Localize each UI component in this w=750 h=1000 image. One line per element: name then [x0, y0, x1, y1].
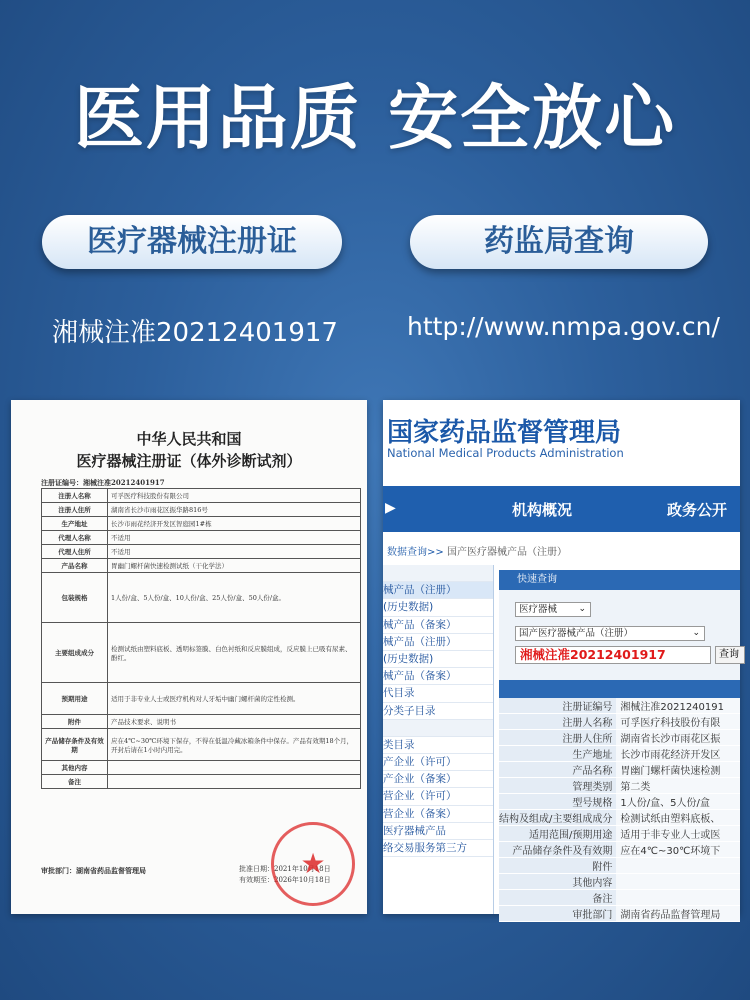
- certificate-issuer: 审批部门：湖南省药品监督管理局: [41, 866, 146, 875]
- result-field-value: 胃幽门螺杆菌快速检测: [616, 762, 740, 778]
- result-field-value: 湖南省长沙市雨花区振: [616, 730, 740, 746]
- site-nav-bar: [383, 486, 740, 532]
- certificate-field-value: 湖南省长沙市雨花区振华路816号: [108, 503, 361, 517]
- sidebar-item[interactable]: 械产品（备案）: [383, 668, 493, 685]
- result-row: [499, 778, 740, 794]
- result-field-label: 备注: [499, 890, 616, 906]
- certificate-row: [42, 729, 361, 761]
- certificate-field-value: 不适用: [108, 531, 361, 545]
- certificate-row: [42, 775, 361, 789]
- result-field-label: 注册人住所: [499, 730, 616, 746]
- site-subtitle: National Medical Products Administration: [387, 446, 624, 460]
- sidebar-item[interactable]: 产企业（备案）: [383, 771, 493, 788]
- sidebar-item[interactable]: 械产品（注册）: [383, 582, 493, 599]
- result-field-value: 适用于非专业人士或医: [616, 826, 740, 842]
- search-button[interactable]: 查询: [715, 646, 745, 664]
- certificate-field-value: 适用于非专业人士或医疗机构对人牙垢中幽门螺杆菌的定性检测。: [108, 683, 361, 715]
- certificate-field-label: 主要组成成分: [42, 623, 108, 683]
- sidebar-item[interactable]: 医疗器械产品: [383, 823, 493, 840]
- sidebar-item[interactable]: 营企业（许可）: [383, 788, 493, 805]
- certificate-field-value: [108, 775, 361, 789]
- result-field-value: 湘械注准2021240191: [616, 698, 740, 714]
- certificate-row: [42, 761, 361, 775]
- result-field-value: 长沙市雨花经济开发区: [616, 746, 740, 762]
- breadcrumb: [387, 543, 567, 558]
- certificate-field-label: 代理人名称: [42, 531, 108, 545]
- certificate-row: [42, 559, 361, 573]
- certificate-row: [42, 517, 361, 531]
- certificate-field-value: [108, 761, 361, 775]
- site-title: 国家药品监督管理局: [387, 418, 622, 448]
- search-form: [499, 590, 740, 680]
- certificate-row: [42, 503, 361, 517]
- nav-item-government-affairs[interactable]: 政务公开: [667, 501, 728, 519]
- result-field-value: 检测试纸由塑料底板、: [616, 810, 740, 826]
- certificate-row: [42, 623, 361, 683]
- result-row: [499, 762, 740, 778]
- result-field-label: 产品储存条件及有效期: [499, 842, 616, 858]
- certificate-field-label: 注册人名称: [42, 489, 108, 503]
- nmpa-query-button[interactable]: 药监局查询: [410, 215, 708, 269]
- result-field-label: 型号规格: [499, 794, 616, 810]
- result-row: [499, 874, 740, 890]
- certificate-row: [42, 715, 361, 729]
- certificate-field-label: 产品名称: [42, 559, 108, 573]
- result-row: [499, 858, 740, 874]
- sidebar-item[interactable]: [383, 720, 493, 737]
- search-input[interactable]: 湘械注准20212401917: [515, 646, 711, 664]
- result-field-label: 附件: [499, 858, 616, 874]
- approval-date: 批准日期：2021年10月18日: [239, 865, 331, 873]
- registration-number-caption: 湘械注准20212401917: [52, 318, 338, 348]
- result-field-value: 湖南省药品监督管理局: [616, 906, 740, 922]
- chevron-down-icon: ⌄: [578, 604, 586, 614]
- result-row: [499, 826, 740, 842]
- sidebar-item[interactable]: 络交易服务第三方: [383, 840, 493, 857]
- certificate-field-label: 备注: [42, 775, 108, 789]
- certificate-row: [42, 573, 361, 623]
- result-field-label: 审批部门: [499, 906, 616, 922]
- nmpa-url-link[interactable]: http://www.nmpa.gov.cn/: [407, 312, 720, 341]
- sidebar-item[interactable]: 类目录: [383, 737, 493, 754]
- result-field-value: 第二类: [616, 778, 740, 794]
- result-field-value: 应在4℃~30℃环境下: [616, 842, 740, 858]
- certificate-field-value: 检测试纸由塑料底板、透明标签膜、白色衬纸和反应膜组成，反应膜上已吸有尿素、酚红。: [108, 623, 361, 683]
- database-select[interactable]: [515, 626, 705, 641]
- result-field-label: 生产地址: [499, 746, 616, 762]
- certificate-row: [42, 683, 361, 715]
- database-select-value: 国产医疗器械产品（注册）: [519, 628, 634, 639]
- result-row: [499, 890, 740, 906]
- certificate-row: [42, 531, 361, 545]
- certificate-field-label: 包装规格: [42, 573, 108, 623]
- sidebar-item[interactable]: (历史数据): [383, 651, 493, 668]
- result-field-label: 其他内容: [499, 874, 616, 890]
- certificate-title-line2: 医疗器械注册证（体外诊断试剂）: [76, 452, 302, 470]
- results-table: [499, 698, 740, 922]
- sidebar-item[interactable]: 械产品（备案）: [383, 617, 493, 634]
- sidebar-item[interactable]: [383, 565, 493, 582]
- certificate-field-value: 产品技术要求、说明书: [108, 715, 361, 729]
- result-field-value: 1人份/盒、5人份/盒: [616, 794, 740, 810]
- registration-certificate-button[interactable]: 医疗器械注册证: [42, 215, 342, 269]
- certificate-reg-no: 注册证编号：湘械注准20212401917: [41, 478, 165, 487]
- nmpa-website-screenshot: [383, 400, 740, 921]
- certificate-field-label: 其他内容: [42, 761, 108, 775]
- certificate-table: [41, 488, 361, 789]
- certificate-field-label: 生产地址: [42, 517, 108, 531]
- breadcrumb-prefix[interactable]: 数据查询>>: [387, 547, 444, 558]
- result-field-value: [616, 858, 740, 874]
- headline: 医用品质 安全放心: [73, 77, 677, 159]
- certificate-field-value: 可孚医疗科技股份有限公司: [108, 489, 361, 503]
- seal-star-icon: ★: [300, 847, 326, 880]
- results-header-bar: [499, 680, 740, 698]
- certificate-field-value: 胃幽门螺杆菌快速检测试纸（干化学法）: [108, 559, 361, 573]
- result-row: [499, 714, 740, 730]
- nav-arrow-icon[interactable]: ▶: [385, 500, 396, 516]
- certificate-field-value: 1人份/盒、5人份/盒、10人份/盒、25人份/盒、50人份/盒。: [108, 573, 361, 623]
- sidebar-item[interactable]: 产企业（许可）: [383, 754, 493, 771]
- result-field-label: 注册证编号: [499, 698, 616, 714]
- sidebar-item[interactable]: 营企业（备案）: [383, 806, 493, 823]
- category-select-value: 医疗器械: [519, 604, 558, 615]
- sidebar-item[interactable]: 械产品（注册）: [383, 634, 493, 651]
- certificate-row: [42, 545, 361, 559]
- certificate-field-label: 注册人住所: [42, 503, 108, 517]
- result-field-value: 可孚医疗科技股份有限: [616, 714, 740, 730]
- certificate-image: [11, 400, 367, 914]
- certificate-field-label: 产品储存条件及有效期: [42, 729, 108, 761]
- result-row: [499, 730, 740, 746]
- nav-item-organization[interactable]: 机构概况: [512, 501, 573, 519]
- breadcrumb-current: 国产医疗器械产品（注册）: [443, 547, 567, 558]
- certificate-title-line1: 中华人民共和国: [136, 430, 242, 448]
- chevron-down-icon: ⌄: [692, 628, 700, 638]
- result-row: [499, 698, 740, 714]
- result-row: [499, 794, 740, 810]
- certificate-row: [42, 489, 361, 503]
- result-row: [499, 906, 740, 922]
- result-field-value: [616, 874, 740, 890]
- certificate-field-label: 代理人住所: [42, 545, 108, 559]
- sidebar-item[interactable]: (历史数据): [383, 599, 493, 616]
- certificate-field-value: 长沙市雨花经济开发区智庭园1#栋: [108, 517, 361, 531]
- result-row: [499, 746, 740, 762]
- result-row: [499, 810, 740, 826]
- certificate-field-value: 不适用: [108, 545, 361, 559]
- certificate-field-label: 附件: [42, 715, 108, 729]
- valid-until: 有效期至：2026年10月18日: [239, 876, 331, 884]
- sidebar-item[interactable]: 分类子目录: [383, 703, 493, 720]
- category-select[interactable]: [515, 602, 591, 617]
- result-field-label: 结构及组成/主要组成成分: [499, 810, 616, 826]
- sidebar: [383, 565, 494, 914]
- certificate-field-value: 应在4℃~30℃环境下保存，不得在低温冷藏冰箱条件中保存。产品有效期18个月，开封后请在1小时内用完。: [108, 729, 361, 761]
- result-row: [499, 842, 740, 858]
- result-field-value: [616, 890, 740, 906]
- result-field-label: 注册人名称: [499, 714, 616, 730]
- result-field-label: 产品名称: [499, 762, 616, 778]
- quick-search-header: 快速查询: [499, 570, 740, 590]
- result-field-label: 适用范围/预期用途: [499, 826, 616, 842]
- certificate-field-label: 预期用途: [42, 683, 108, 715]
- official-seal-icon: [271, 822, 355, 906]
- result-field-label: 管理类别: [499, 778, 616, 794]
- sidebar-item[interactable]: 代目录: [383, 685, 493, 702]
